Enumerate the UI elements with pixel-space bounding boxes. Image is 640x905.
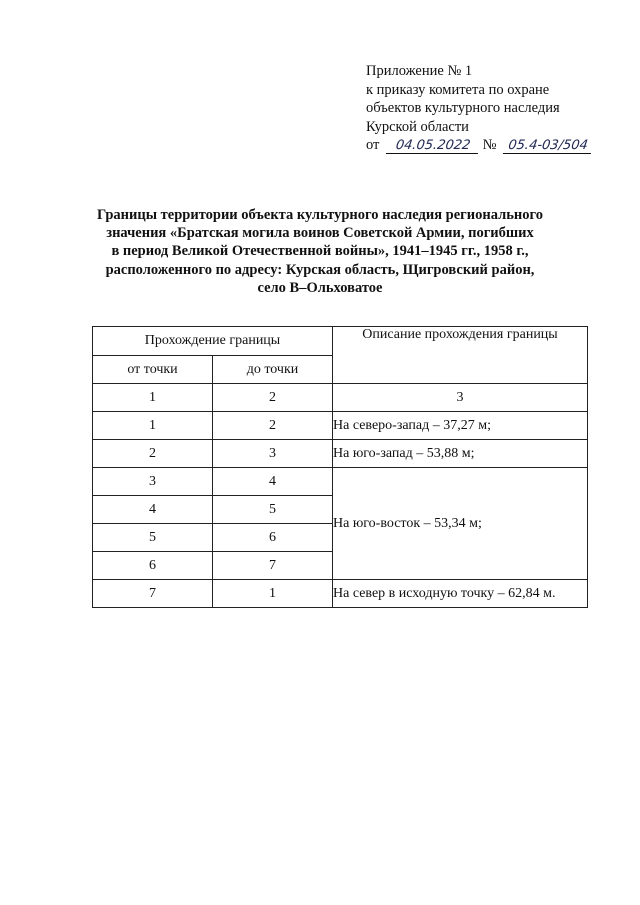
title-line-3: в период Великой Отечественной войны», 1941–1945 гг., 1958 г., [111,243,529,260]
from-cell: 5 [93,524,213,552]
index-cell: 1 [93,384,213,412]
appendix-title: Приложение № 1 [366,63,473,79]
from-cell: 6 [93,552,213,580]
to-cell: 7 [213,552,333,580]
index-cell: 2 [213,384,333,412]
appendix-order-ref: к приказу комитета по охране [366,81,550,98]
title-line-2: значения «Братская могила воинов Советской Армии, погибших [106,225,534,242]
from-cell: 3 [93,468,213,496]
table-row [93,580,588,608]
header-boundary-passage: Прохождение границы [93,327,333,356]
handwritten-date: 04.05.2022 [386,138,480,154]
desc-cell-merged: На юго-восток – 53,34 м; [333,468,588,580]
from-cell: 4 [93,496,213,524]
table-row [93,412,588,440]
to-cell: 5 [213,496,333,524]
appendix-region: Курской области [366,118,469,135]
table-header-row [93,327,588,356]
boundary-table [92,326,588,608]
document-title [70,206,570,297]
appendix-committee: объектов культурного наследия [366,100,560,116]
to-cell: 3 [213,440,333,468]
title-line-5: село В–Ольховатое [257,279,383,296]
desc-cell: На север в исходную точку – 62,84 м. [333,580,588,608]
table-row [93,468,588,496]
from-cell: 1 [93,412,213,440]
handwritten-number: 05.4-03/504 [503,138,593,154]
to-cell: 1 [213,580,333,608]
title-line-4: расположенного по адресу: Курская область, Щигровский район, [105,261,535,278]
appendix-block [366,62,626,155]
header-from-point: от точки [93,356,213,384]
number-label: № [482,137,497,153]
to-cell: 2 [213,412,333,440]
title-line-1: Границы территории объекта культурного наследия регионального [97,207,543,223]
to-cell: 4 [213,468,333,496]
desc-cell: На юго-запад – 53,88 м; [333,440,588,468]
header-description: Описание прохождения границы [333,327,588,384]
from-cell: 7 [93,580,213,608]
table-row [93,440,588,468]
desc-cell: На северо-запад – 37,27 м; [333,412,588,440]
order-date-number [366,136,626,155]
index-cell: 3 [333,384,588,412]
header-to-point: до точки [213,356,333,384]
from-label: от [366,137,380,153]
from-cell: 2 [93,440,213,468]
to-cell: 6 [213,524,333,552]
table-index-row [93,384,588,412]
